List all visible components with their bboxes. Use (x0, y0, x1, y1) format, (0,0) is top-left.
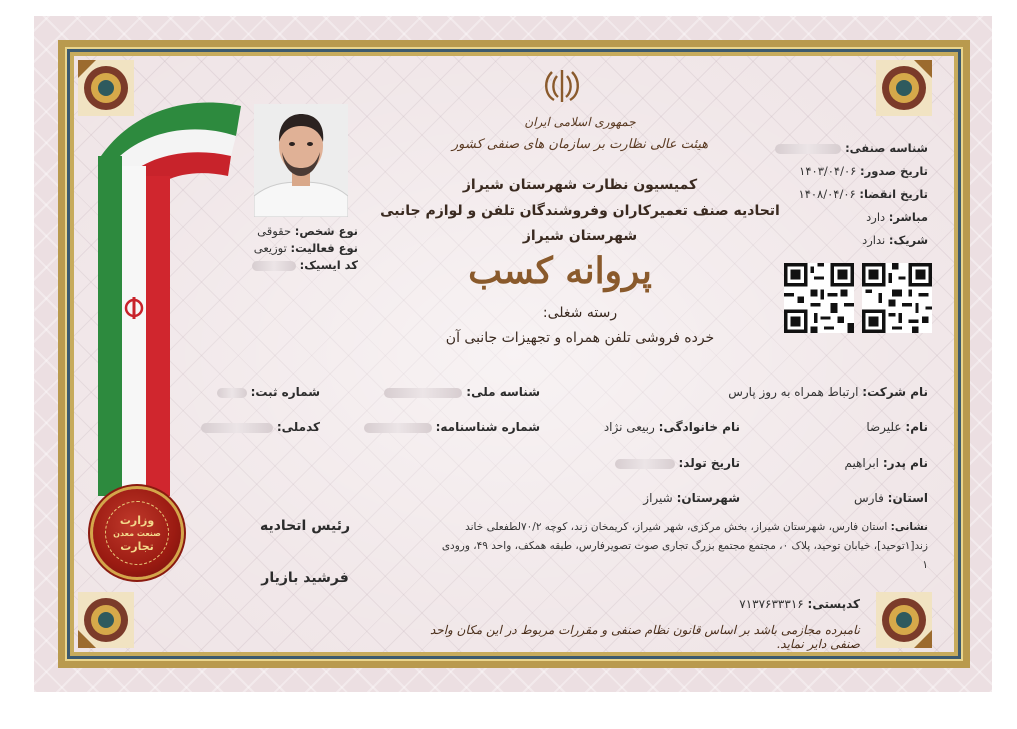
category-label: رسته شغلی: (542, 305, 618, 321)
footer-note: نامبرده مجازمی باشد بر اساس قانون نظام صنفی و مقررات مربوط در این مکان واحد صنفی دایر نماید. (430, 623, 860, 651)
expiry-date-row: تاریخ انقضا: ۱۴۰۸/۰۴/۰۶ (798, 187, 928, 201)
province-row: استان: فارس (853, 491, 928, 505)
address-row: نشانی: استان فارس، شهرستان شیراز، بخش مرکزی، شهر شیراز، کریمخان زند، کوچه ۷۰/۲لطفعلی خاند زند[۱توحید]، خیابان توحید، پلاک ۰، مجتمع مجتمع بزرگ تجاری صوت تصویرفارس، طبقه همکف، واحد ۴۹، ورودی ۱ (441, 521, 928, 571)
redacted-value (217, 388, 247, 398)
redacted-value (615, 459, 675, 469)
commission-title: کمیسیون نظارت شهرستان شیراز (462, 177, 698, 193)
redacted-value (364, 423, 432, 433)
isic-row: کد ایسیک: (230, 257, 358, 274)
union-title: اتحادیه صنف تعمیرکاران وفروشندگان تلفن و لوازم جانبی (380, 203, 780, 219)
top-right-info (760, 137, 928, 252)
id-number-row: شماره شناسنامه: (360, 420, 540, 434)
signature-name: فرشید بازیار (261, 570, 349, 586)
partner-row: شریک: ندارد (862, 233, 928, 247)
corner-ornament-bottom-right (874, 590, 934, 650)
redacted-value (252, 261, 296, 271)
qr-code-left (784, 263, 854, 333)
national-id-row: شناسه ملی: (360, 385, 540, 399)
qr-code-right (862, 263, 932, 333)
father-name-row: نام پدر: ابراهیم (844, 456, 928, 470)
republic-title: جمهوری اسلامی ایران (524, 115, 636, 129)
corner-ornament-bottom-left (76, 590, 136, 650)
manager-row: مباشر: دارد (866, 210, 928, 224)
issue-date-row: تاریخ صدور: ۱۴۰۳/۰۴/۰۶ (799, 164, 928, 178)
activity-type-row: نوع فعالیت: توزیعی (253, 241, 358, 255)
person-type-row: نوع شخص: حقوقی (257, 224, 358, 238)
category-value: خرده فروشی تلفن همراه و تجهیزات جانبی آن (445, 330, 715, 346)
board-title: هیئت عالی نظارت بر سازمان های صنفی کشور (451, 137, 709, 152)
postal-code-row: کدپستی: ۷۱۳۷۶۳۳۳۱۶ (739, 597, 860, 611)
corner-ornament-top-right (874, 58, 934, 118)
city-title: شهرستان شیراز (522, 228, 638, 244)
guild-id-row: شناسه صنفی: (760, 137, 928, 160)
redacted-value (201, 423, 273, 433)
certificate-title: پروانه کسب (468, 250, 652, 292)
company-name-row: نام شرکت: ارتباط همراه به روز پارس (728, 385, 928, 399)
registration-number-row: شماره ثبت: (200, 385, 320, 399)
holder-photo (254, 104, 348, 217)
iran-flag-ribbon (96, 96, 246, 506)
national-code-row: کدملی: (190, 420, 320, 434)
left-info-block (230, 223, 358, 274)
last-name-row: نام خانوادگی: ربیعی نژاد (603, 420, 740, 434)
ministry-seal: وزارت صنعت معدن تجارت (93, 489, 181, 577)
signature-role: رئیس اتحادیه (259, 518, 351, 534)
emblem-icon (542, 66, 582, 106)
first-name-row: نام: علیرضا (866, 420, 928, 434)
county-row: شهرستان: شیراز (643, 491, 740, 505)
birth-date-row: تاریخ تولد: (560, 456, 740, 470)
redacted-value (384, 388, 462, 398)
redacted-value (775, 144, 841, 154)
